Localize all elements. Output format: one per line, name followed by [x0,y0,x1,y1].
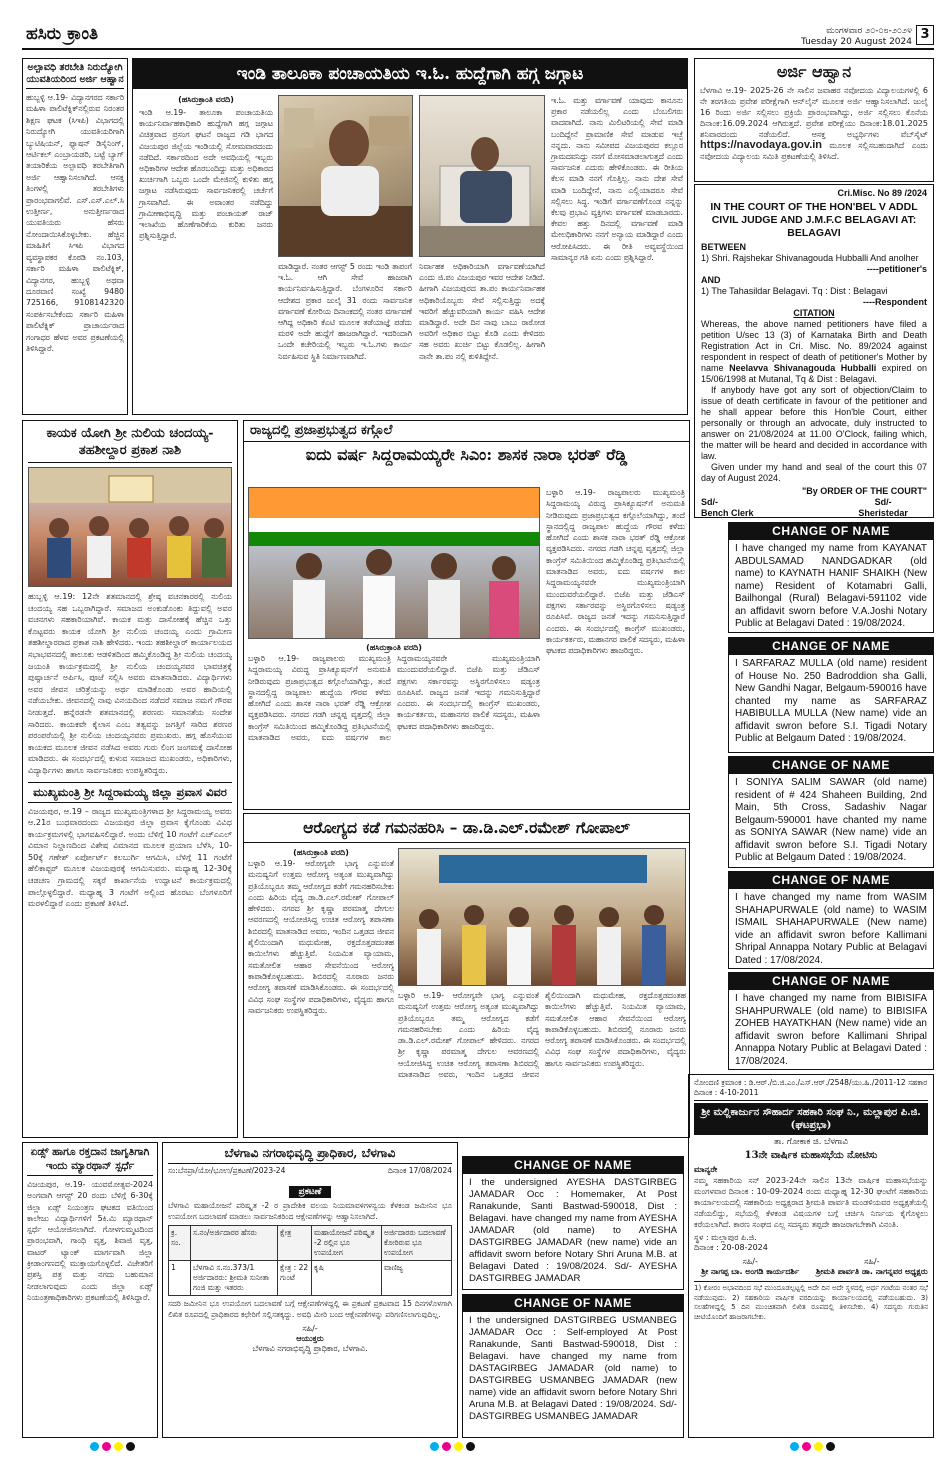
buda-sub: ಪ್ರಕಟಣೆ [289,1186,332,1198]
issue-date [801,26,912,48]
buda-date: ದಿನಾಂಕ 17/08/2024 [388,1166,452,1175]
society-agm-notice [688,1074,934,1438]
cyan-dot [430,1442,439,1451]
con-text: I have changed my name from KAYANAT ABDULSAMAD NANDGADKAR (old name) to KAYNATH HANIF SHAIKH (New name) Resident of Kotamabri Galli, Bailhongal (Rural) Belagavi-591102 vide an affidavit sworn before V.A.Joshi Notary Public at Belagavi Dated : 19/08/2024. [735,543,927,629]
buda-ref: ಸಂ:ಬೆನಪ್ರಾ/ಯೋ/ಭೂಉ/ಪ್ರಕಟಣೆ/2023-24 [168,1166,286,1175]
story-marathon [22,1142,158,1438]
con-text: I have changed my name from WASIM SHAHAPURWALE (old name) to WASIM ISMAIL SHAHAPURWALE (New name) vide an affidavit swron before Kallimani Shripal Annappa Notary Public at Belagavi Dated : 17/08/2024. [735,892,927,966]
court-respondent: 1) The Tahasildar Belagavi. Tq : Dist : Belagavi [701,286,888,296]
court-petitioner: 1) Shri. Rajshekar Shivanagouda Hubballi And anolher [701,253,919,263]
story-body: ಬಳ್ಳಾರಿ ಆ.19- ರಾಜ್ಯಪಾಲರು ಮುಖ್ಯಮಂತ್ರಿ ಸಿದ್ದರಾಮಯ್ಯ ವಿರುದ್ಧ ಪ್ರಾಸಿಕ್ಯೂಷನ್‌ಗೆ ಅನುಮತಿ ನೀಡಿರುವುದು ಪ್ರಜಾಪ್ರಭುತ್ವದ ಕಗ್ಗೊಲೆಯಾಗಿದ್ದು, ತಂದೆ ಸ್ಥಾನದಲ್ಲಿದ್ದ ರಾಜ್ಯಪಾಲ ಹುದ್ದೆಯ ಗೌರವ ಕಳೆದು ಹೋಗಿದೆ ಎಂದು ಶಾಸಕ ನಾರಾ ಭರತ್ ರೆಡ್ಡಿ ಆಕ್ರೋಶ ವ್ಯಕ್ತಪಡಿಸಿದರು. ನಗರದ ಗಡಗಿ ಚನ್ನಪ್ಪ ವೃತ್ತದಲ್ಲಿ ಜಿಲ್ಲಾ ಕಾಂಗ್ರೆಸ್ ಸಮಿತಿಯಿಂದ ಹಮ್ಮಿಕೊಂಡಿದ್ದ ಪ್ರತಿಭಟನೆಯಲ್ಲಿ ಮಾತನಾಡಿದ ಅವರು, ಐದು ವರ್ಷಗಳ ಕಾಲ ಸಿದ್ದರಾಮಯ್ಯನವರೇ ಮುಖ್ಯಮಂತ್ರಿಯಾಗಿ ಮುಂದುವರೆಯಲಿದ್ದಾರೆ. ಬಿಜೆಪಿ ಮತ್ತು ಜೆಡಿಎಸ್ ಪಕ್ಷಗಳು ಸರ್ಕಾರವನ್ನು ಅಸ್ಥಿರಗೊಳಿಸಲು ಷಡ್ಯಂತ್ರ ರೂಪಿಸಿವೆ. ರಾಜ್ಯದ ಜನತೆ ಇದನ್ನು ಗಮನಿಸುತ್ತಿದ್ದಾರೆ ಎಂದರು. ಈ ಸಂದರ್ಭದಲ್ಲಿ ಕಾಂಗ್ರೆಸ್ ಮುಖಂಡರು, ಕಾರ್ಯಕರ್ತರು, ಮಹಾನಗರ ಪಾಲಿಕೆ ಸದಸ್ಯರು, ಮಹಿಳಾ ಘಟಕದ ಪದಾಧಿಕಾರಿಗಳು ಹಾಜರಿದ್ದರು. [248,654,540,743]
court-bench-clerk: Bench Clerk [701,508,754,518]
table-cell: 1 [169,1261,191,1296]
story-indi-eo [132,58,688,415]
story-credit: (ಹಸಿರುಕ್ರಾಂತಿ ವರದಿ) [366,643,422,652]
court-body-4: Given under my hand and seal of the court this 07 day of August 2024. [701,462,927,483]
story-body: ಹುಬ್ಬಳ್ಳಿ ಆ.19- ವಿದ್ಯಾನಗರದ ಸರ್ಕಾರಿ ಮಹಿಳಾ ಪಾಲಿಟೆಕ್ನಿಕ್‌ನಲ್ಲಿರುವ ನಿರಂತರ ಶಿಕ್ಷಣ ಘಟಕ (ಸಿಇಪಿ) ವಿಭಾಗದಲ್ಲಿ ನಿರುದ್ಯೋಗಿ ಯುವತಿಯರಿಗಾಗಿ ಬ್ಯುಟಿಷಿಯನ್, ಫ್ಯಾಷನ್ ಡಿಸೈನಿಂಗ್, ಆರ್ಟಿಕಲ್ ಎಂಬ್ರಾಯಡರಿ, ಬಟ್ಟೆ ಬ್ಯಾಗ್ ತಯಾರಿಕೆಯ ಅಲ್ಪಾವಧಿ ತರಬೇತಿಗಾಗಿ ಅರ್ಜಿ ಆಹ್ವಾನಿಸಲಾಗಿದೆ. ಆಸಕ್ತ ತಿಂಗಳಲ್ಲಿ ತರಬೇತಿಗಳು ಪ್ರಾರಂಭವಾಗಲಿವೆ. ಎಸ್.ಎಸ್.ಎಲ್.ಸಿ ಉತ್ತೀರ್ಣ, ಅನುತ್ತೀರ್ಣರಾದ ಯುವತಿಯರು ಹೆಸರು ನೋಂದಾಯಿಸಿಕೊಳ್ಳಬೇಕು. ಹೆಚ್ಚಿನ ಮಾಹಿತಿಗೆ ಸಿಇಪಿ ವಿಭಾಗದ ವ್ಯವಸ್ಥಾಪಕರ ಕೊಠಡಿ ನಂ.103, ಸರ್ಕಾರಿ ಮಹಿಳಾ ಪಾಲಿಟೆಕ್ನಿಕ್, ವಿದ್ಯಾನಗರ, ಹುಬ್ಬಳ್ಳಿ ಅಥವಾ ದೂರವಾಣಿ ಸಂಖ್ಯೆ 9480 725166, 9108142320 ಸಂಪರ್ಕಿಸಬೇಕೆಂದು ಸರ್ಕಾರಿ ಮಹಿಳಾ ಪಾಲಿಟೆಕ್ನಿಕ್ ಪ್ರಾಚಾರ್ಯರಾದ ಗಂಗಾಧರ ಹೆಳವ ಅವರ ಪ್ರಕಟಣೆಯಲ್ಲಿ ತಿಳಿಸಿದ್ದಾರೆ. [26,93,124,353]
court-sd-3: Sd/- [874,497,892,507]
magenta-dot [102,1442,111,1451]
story-col-2: ಮಾಡಿದ್ದಾರೆ. ನಂತರ ಆಗಸ್ಟ್ 5 ರಂದು ಇಂಡಿ ತಾಪಂಗೆ ಇ.ಓ. ಆಗಿ ಸೇವೆ ಹಾಜರಾಗಿ ಕಾರ್ಯನಿರ್ವಹಿಸುತ್ತಿದ್ದಾರೆ. ಬೆಂಗಳೂರಿನ ಸರ್ಕಾರಿ ಆದೇಶದ ಪ್ರಕಾರ ಜುಲೈ 31 ರಂದು ಸಾರ್ವಜನಿಕ ವರ್ಗಾವಣೆ ಕೋರಿಯ ದಿನಾಂಕದಲ್ಲಿ ನಂತರ ವರ್ಗಾವಣೆ ಆಗಿದ್ದ ಅಧಿಕಾರಿ ಕೆಎಟಿ ಮೂಲಕ ತಡೆಯಾಜ್ಞೆ ಪಡೆದು ಮರಳಿ ಅದೇ ಹುದ್ದೆಗೆ ಹಾಜರಾಗಿದ್ದಾರೆ. ಇದರಿಂದಾಗಿ ಒಂದೇ ಕಚೇರಿಯಲ್ಲಿ ಇಬ್ಬರು ಇ.ಓ.ಗಳು ಕಾರ್ಯ ನಿರ್ವಹಿಸುವ ಸ್ಥಿತಿ ನಿರ್ಮಾಣವಾಗಿದೆ. [278,262,412,361]
photo-officer-desk [278,95,413,257]
con-text: I SARFARAZ MULLA (old name) resident of House No. 250 Badroddion sha Galli, New Gandhi Nagar, Belgaum-590016 have chanted my name as SARFARAZ HABIBULLA MULLA (New name) vide an affidavit swron before S.I. Tigadi Notary Public at Belgaum Dated : 19/08/2024. [735,658,927,744]
change-of-name-ad-3 [728,756,934,868]
change-of-name-ad-6 [462,1156,684,1290]
table-header: ಮಹಾಯೋಜನೆ ಪರಿಷ್ಕೃತ -2 ರಲ್ಲಿನ ಭೂ ಉಪಯೋಗ [312,1226,382,1261]
story-title: ಏಡ್ಸ್ ಹಾಗೂ ರಕ್ತದಾನ ಜಾಗೃತಿಗಾಗಿ ಇಂದು ಮ್ಯಾರಥಾನ್ ಸ್ಪರ್ಧೆ [27,1146,153,1176]
story-headline: ಐದು ವರ್ಷ ಸಿದ್ದರಾಮಯ್ಯರೇ ಸಿಎಂ: ಶಾಸಕ ನಾರಾ ಭರತ್ ರೆಡ್ಡಿ [305,445,628,464]
court-petitioner-role: ----petitioner's [866,264,927,274]
cyan-dot [90,1442,99,1451]
society-date: ದಿನಾಂಕ : 20-08-2024 [694,1243,768,1252]
court-deceased-name: Neelavva Shivanagouda Hubballi [729,363,877,373]
photo-officer-art [279,96,413,257]
society-reg: ನೋಂದಣಿ ಕ್ರಮಾಂಕ : ಡಿ.ಆರ್./ಬಿ.ಜಿ.ಎಂ./ಎಸ್.ಆರ್./2548/ಯು.ಹಿ./2011-12 ಸಹಕಾರ ದಿನಾಂಕ : 4-10-2011 [694,1078,928,1101]
story-body: ಹುಬ್ಬಳ್ಳಿ ಆ.19: 12ನೇ ಶತಮಾನದಲ್ಲಿ ಶ್ರೇಷ್ಠ ವಚನಕಾರರಲ್ಲಿ ನುಲಿಯ ಚಂದಯ್ಯ ಸಹ ಒಬ್ಬರಾಗಿದ್ದಾರೆ. ಸಮಾಜದ ಅಂಕುಡೊಂಕು ತಿದ್ದುವಲ್ಲಿ ಅವರ ವಚನಗಳು ಸಹಕಾರಿಯಾಗಿವೆ. ಕಾಯಕ ಮತ್ತು ದಾಸೋಹಕ್ಕೆ ಹೆಚ್ಚಿನ ಒತ್ತು ಕೊಟ್ಟವರು ಕಾಯಕ ಯೋಗಿ ಶ್ರೀ ನುಲಿಯ ಚಂದಯ್ಯ ಎಂದು ಗ್ರಾಮೀಣ ತಹಶೀಲ್ದಾರರಾದ ಪ್ರಕಾಶ ನಾಶಿ ಹೇಳಿದರು. ಇಂದು ತಹಶೀಲ್ದಾರ್ ಕಾರ್ಯಾಲಯದ ಸಭಾಭವನದಲ್ಲಿ ತಾಲೂಕು ಆಡಳಿತದಿಂದ ಹಮ್ಮಿಕೊಂಡಿದ್ದ ಶ್ರೀ ನುಲಿಯ ಚಂದಯ್ಯ ಜಯಂತಿ ಕಾರ್ಯಕ್ರಮದಲ್ಲಿ ಶ್ರೀ ನುಲಿಯ ಚಂದಯ್ಯನವರ ಭಾವಚಿತ್ರಕ್ಕೆ ಪುಷ್ಪಾರ್ಚನೆ ಅರ್ಪಿಸಿ, ಪೂಜೆ ಸಲ್ಲಿಸಿ ಅವರು ಮಾತನಾಡಿದರು. ವಿದ್ಯಾರ್ಥಿಗಳು ಅವರ ಜೀವನ ಚರಿತ್ರೆಯನ್ನು ಅರ್ಥ ಮಾಡಿಕೊಂಡು ಅವರ ಹಾದಿಯಲ್ಲಿ ನಡೆಯಬೇಕು. ಜೀವನದಲ್ಲಿ ನಾವು ವಿನಯದಿಂದ ನಡೆದರೆ ಸಮಾಜ ನಮಗೆ ಗೌರವ ನೀಡುತ್ತದೆ. ಹನ್ನೆರಡನೇ ಶತಮಾನದಲ್ಲಿ ಶರಣರು ಸಮಾನತೆಯ ಸಂದೇಶ ಸಾರಿದರು. ಕಾಯಕವೇ ಕೈಲಾಸ ಎಂಬ ತತ್ವವನ್ನು ಜಗತ್ತಿಗೆ ಸಾರಿದ ಶರಣರ ಪರಂಪರೆಯಲ್ಲಿ ಶ್ರೀ ನುಲಿಯ ಚಂದಯ್ಯನವರು ಪ್ರಮುಖರು. ಹಗ್ಗ ಹೊಸೆಯುವ ಕಾಯಕದ ಮೂಲಕ ಜೀವನ ನಡೆಸಿದ ಅವರು ಗುರು ಲಿಂಗ ಜಂಗಮಕ್ಕೆ ದಾಸೋಹ ಮಾಡಿದರು. ಈ ಸಂದರ್ಭದಲ್ಲಿ ಕುಳುವ ಸಮಾಜದ ಮುಖಂಡರು, ಅಧಿಕಾರಿಗಳು, ವಿದ್ಯಾರ್ಥಿಗಳು ಹಾಗೂ ಸಾರ್ವಜನಿಕರು ಉಪಸ್ಥಿತರಿದ್ದರು. [28,591,232,775]
notice-website: https://navodaya.gov.in [700,139,823,151]
registration-marks-center [430,1442,475,1452]
registration-marks-left [90,1442,135,1452]
society-sd-2: ಸಹಿ/- [864,1257,880,1266]
con-heading: CHANGE OF NAME [729,523,933,540]
con-heading: CHANGE OF NAME [463,1157,683,1174]
buda-table [168,1225,452,1296]
cyan-dot [790,1442,799,1451]
con-text: I the undersigned DASTGIRBEG USMANBEG JAMADAR Occ : Self-employed At Post Ranakunde, Santi Bastwad-590018, Dist : Belagavi. have changed my name from DASTAGIRBEG JAMADAR (old name) to DASTGIRBEG USMANBEG JAMADAR (new name) vide an affidavit sworn before Notary Shri Aruna M.B. at Belagavi Dated : 19/08/2024. Sd/- DASTGIRBEG USMANBEG JAMADAR [469,1315,677,1422]
yellow-dot [114,1442,123,1451]
court-misc-no: Cri.Misc. No 89 /2024 [837,188,927,198]
magenta-dot [802,1442,811,1451]
buda-footer-text: ಸದರಿ ಜಮೀನಿನ ಭೂ ಉಪಯೋಗ ಬದಲಾವಣೆ ಬಗ್ಗೆ ಆಕ್ಷೇಪಣೆಗಳಿದ್ದಲ್ಲಿ ಈ ಪ್ರಕಟಣೆ ಪ್ರಕಟವಾದ 15 ದಿನಗಳೊಳಗಾಗಿ ಲಿಖಿತ ರೂಪದಲ್ಲಿ ಪ್ರಾಧಿಕಾರದ ಕಛೇರಿಗೆ ಸಲ್ಲಿಸತಕ್ಕದ್ದು. ಅವಧಿ ಮೀರಿ ಬಂದ ಆಕ್ಷೇಪಣೆಗಳನ್ನು ಪರಿಗಣಿಸಲಾಗುವುದಿಲ್ಲ. [168,1299,452,1319]
buda-sd: ಸಹಿ/- [302,1324,318,1333]
notice-title: ಅರ್ಜಿ ಆಹ್ವಾನ [776,62,852,81]
buda-signatory: ಆಯುಕ್ತರು [296,1334,324,1343]
story-short-term-training [22,58,128,415]
story-col-3: ನಿರ್ವಾಹಕ ಅಧಿಕಾರಿಯಾಗಿ ವರ್ಗಾವಣೆಯಾಗಿದೆ ಎಂದು ಜಿ.ಪಂ ವಿಜಯಪುರ ಇವರ ಆದೇಶ ನೀಡಿದೆ. ಹೀಗಾಗಿ ವಿಜಯಪುರದ ತಾ.ಪಂ ಕಾರ್ಯನಿರ್ವಾಹಕ ಅಧಿಕಾರಿಯೊಬ್ಬರು ಸೇವೆ ಸಲ್ಲಿಸುತ್ತಿದ್ದು ಅದಕ್ಕೆ ಇವರಿಗೆ ಹೆಚ್ಚುವರಿಯಾಗಿ ಕಾರ್ಯ ವಹಿಸಿ ಆದೇಶ ಮಾಡಿದ್ದಾರೆ. ಅದೇ ದಿನ ನಾವು ಬಾಬು ರಾಠೋಡ ಅವರಿಗೆ ಅಧಿಕಾರ ಬಿಟ್ಟು ಕೊಡಿ ಎಂದು ಕೇಳಿದರು ಸಹ ಅವರು ಖುರ್ಚಿ ಬಿಟ್ಟು ಕೊಡಲಿಲ್ಲ. ಹೀಗಾಗಿ ನಾನೇ ತಾ.ಪಂ ನಲ್ಲಿ ಕುಳಿತಿದ್ದೇನೆ. [419,262,545,361]
court-sd-1: Sd/- [701,497,718,507]
court-body-3: If anybody have got any sort of objection/Claim to issue of death certificate in favour of the petitioner and he shall appear before this Hon'ble Court, either personally or through an advocate, duly instructed to answer on 21/08/2024 at 11.00 O'Clock, failing which, the matter will be heard and decided in accordance with law. [701,385,927,461]
story-credit: (ಹಸಿರುಕ್ರಾಂತಿ ವರದಿ) [293,848,349,857]
change-of-name-ad-5 [728,972,934,1070]
change-of-name-ad-2 [728,637,934,753]
society-address: ತಾ. ಗೋಕಾಕ ಜಿ. ಬೆಳಗಾವಿ [773,1137,849,1147]
story-body: ವಿಜಯಪುರ, ಆ.19- ಯುವಮೋತ್ಸವ-2024 ಅಂಗವಾಗಿ ಆಗಸ್ಟ್ 20 ರಂದು ಬೆಳಿಗ್ಗೆ 6-30ಕ್ಕೆ ಜಿಲ್ಲಾ ಏಡ್ಸ್ ನಿಯಂತ್ರಣ ಘಟಕದ ವತಿಯಿಂದ ಕಾಲೇಜು ವಿದ್ಯಾರ್ಥಿಗಳಿಗೆ 5ಕಿ.ಮಿ ಮ್ಯಾರಥಾನ್ ಸ್ಪರ್ಧೆ ಆಯೋಜಿಸಲಾಗಿದೆ. ಗೋಳಗುಮ್ಮಟದಿಂದ ಪ್ರಾರಂಭವಾಗಿ, ಗಾಂಧಿ ವೃತ್ತ, ಶಿವಾಜಿ ವೃತ್ತ, ವಾಟರ್ ಟ್ಯಾಂಕ್ ಮಾರ್ಗವಾಗಿ ಜಿಲ್ಲಾ ಕ್ರೀಡಾಂಗಣದಲ್ಲಿ ಮುಕ್ತಾಯಗೊಳ್ಳಲಿದೆ. ವಿಜೇತರಿಗೆ ಪ್ರಶಸ್ತಿ ಪತ್ರ ಮತ್ತು ನಗದು ಬಹುಮಾನ ನೀಡಲಾಗುವುದು ಎಂದು ಜಿಲ್ಲಾ ಏಡ್ಸ್ ನಿಯಂತ್ರಣಾಧಿಕಾರಿಗಳು ಪ್ರಕಟಣೆಯಲ್ಲಿ ತಿಳಿಸಿದ್ದಾರೆ. [27,1180,153,1302]
table-header: ಸ.ನಂ/ಅರ್ಜಿದಾರರ ಹೆಸರು [191,1226,278,1261]
black-dot [826,1442,835,1451]
photo-protest [248,487,540,639]
registration-marks-right [790,1442,835,1452]
story-body-continued: ಬಳ್ಳಾರಿ ಆ.19- ರಾಜ್ಯಪಾಲರು ಮುಖ್ಯಮಂತ್ರಿ ಸಿದ್ದರಾಮಯ್ಯ ವಿರುದ್ಧ ಪ್ರಾಸಿಕ್ಯೂಷನ್‌ಗೆ ಅನುಮತಿ ನೀಡಿರುವುದು ಪ್ರಜಾಪ್ರಭುತ್ವದ ಕಗ್ಗೊಲೆಯಾಗಿದ್ದು, ತಂದೆ ಸ್ಥಾನದಲ್ಲಿದ್ದ ರಾಜ್ಯಪಾಲ ಹುದ್ದೆಯ ಗೌರವ ಕಳೆದು ಹೋಗಿದೆ ಎಂದು ಶಾಸಕ ನಾರಾ ಭರತ್ ರೆಡ್ಡಿ ಆಕ್ರೋಶ ವ್ಯಕ್ತಪಡಿಸಿದರು. ನಗರದ ಗಡಗಿ ಚನ್ನಪ್ಪ ವೃತ್ತದಲ್ಲಿ ಜಿಲ್ಲಾ ಕಾಂಗ್ರೆಸ್ ಸಮಿತಿಯಿಂದ ಹಮ್ಮಿಕೊಂಡಿದ್ದ ಪ್ರತಿಭಟನೆಯಲ್ಲಿ ಮಾತನಾಡಿದ ಅವರು, ಐದು ವರ್ಷಗಳ ಕಾಲ ಸಿದ್ದರಾಮಯ್ಯನವರೇ ಮುಖ್ಯಮಂತ್ರಿಯಾಗಿ ಮುಂದುವರೆಯಲಿದ್ದಾರೆ. ಬಿಜೆಪಿ ಮತ್ತು ಜೆಡಿಎಸ್ ಪಕ್ಷಗಳು ಸರ್ಕಾರವನ್ನು ಅಸ್ಥಿರಗೊಳಿಸಲು ಷಡ್ಯಂತ್ರ ರೂಪಿಸಿವೆ. ರಾಜ್ಯದ ಜನತೆ ಇದನ್ನು ಗಮನಿಸುತ್ತಿದ್ದಾರೆ ಎಂದರು. ಈ ಸಂದರ್ಭದಲ್ಲಿ ಕಾಂಗ್ರೆಸ್ ಮುಖಂಡರು, ಕಾರ್ಯಕರ್ತರು, ಮಹಾನಗರ ಪಾಲಿಕೆ ಸದಸ್ಯರು, ಮಹಿಳಾ ಘಟಕದ ಪದಾಧಿಕಾರಿಗಳು ಹಾಜರಿದ್ದರು. [546,488,685,656]
issue-date-kn: ಮಂಗಳವಾರ ೨೦-೦೮-೨೦೨೪ [826,26,912,36]
table-cell: ವಾಣಿಜ್ಯ [382,1261,452,1296]
photo-protest-art [249,488,540,639]
main-headline: ಇಂಡಿ ತಾಲೂಕಾ ಪಂಚಾಯತಿಯ ಇ.ಓ. ಹುದ್ದೆಗಾಗಿ ಹಗ್ಗ ಜಗ್ಗಾಟ [133,59,687,89]
story-title: ಅಲ್ಪಾವಧಿ ತರಬೇತಿ ನಿರುದ್ಯೋಗಿ ಯುವತಿಯರಿಂದ ಅರ್ಜಿ ಆಹ್ವಾನ [26,62,124,89]
change-of-name-ad-1 [728,522,934,633]
paper-name: ಹಸಿರು ಕ್ರಾಂತಿ [26,24,99,44]
court-respondent-role: ----Respondent [863,297,927,307]
con-heading: CHANGE OF NAME [729,638,933,655]
con-text: I have changed my name from BIBISIFA SHAHPURWALE (old name) to BIBISIFA ZOHEB HAYATKHAN (New name) vide an affidavit swron before Kallimani Shripal Annappa Notary Public at Belagavi Dated : 17/08/2024. [735,993,927,1067]
photo-health-camp [398,848,686,986]
society-president: ಶ್ರೀಮತಿ ಪಾರ್ವತಿ ಡಾ. ನಾಗನ್ನವರ ಅಧ್ಯಕ್ಷರು [816,1267,928,1276]
table-header: ಅರ್ಜಿದಾರರು ಬದಲಾವಣೆ ಕೋರಿರುವ ಭೂ ಉಪಯೋಗ [382,1226,452,1261]
photo-event-art [29,468,232,587]
buda-signatory-office: ಬೆಳಗಾವಿ ನಗರಾಭಿವೃದ್ಧಿ ಪ್ರಾಧಿಕಾರ, ಬೆಳಗಾವಿ. [252,1344,368,1353]
table-cell: ಬೆಳಗಾವಿ ಸ.ನಂ.373/1 ಅರ್ಜಿದಾರರು: ಶ್ರೀಮತಿ ಸುನೀತಾ ಗಂಜಿ ಮತ್ತು ಇತರರು [191,1261,278,1296]
photo-chair-art [420,96,545,257]
society-name: ಶ್ರೀ ಮಲ್ಲಿಕಾರ್ಜುನ ಸೌಹಾರ್ದ ಸಹಕಾರಿ ಸಂಘ ನಿ., ಮಲ್ಲಾಪುರ ಪಿ.ಜಿ. (ಘಟಪ್ರಭಾ) [694,1103,928,1135]
society-subject: 13ನೇ ವಾರ್ಷಿಕ ಮಹಾಸಭೆಯ ನೋಟಿಸು [744,1150,878,1161]
story-body-continued: ಬಳ್ಳಾರಿ ಆ.19- ಆರೋಗ್ಯವೇ ಭಾಗ್ಯ ಎನ್ನುವಂತೆ ಮನುಷ್ಯನಿಗೆ ಉತ್ತಮ ಆರೋಗ್ಯ ಅತ್ಯಂತ ಮುಖ್ಯವಾಗಿದ್ದು ಪ್ರತಿಯೊಬ್ಬರೂ ತಮ್ಮ ಆರೋಗ್ಯದ ಕಡೆಗೆ ಗಮನಹರಿಸಬೇಕು ಎಂದು ಹಿರಿಯ ವೈದ್ಯ ಡಾ.ಡಿ.ಎಲ್.ರಮೇಶ್ ಗೋಪಾಲ್ ಹೇಳಿದರು. ನಗರದ ಶ್ರೀ ಕೃಷ್ಣಾ ಪರಮಾತ್ಮ ದೇಗುಲ ಆವರಣದಲ್ಲಿ ಆಯೋಜಿಸಿದ್ದ ಉಚಿತ ಆರೋಗ್ಯ ತಪಾಸಣಾ ಶಿಬಿರದಲ್ಲಿ ಮಾತನಾಡಿದ ಅವರು, ಇಂದಿನ ಒತ್ತಡದ ಜೀವನ ಶೈಲಿಯಿಂದಾಗಿ ಮಧುಮೇಹ, ರಕ್ತದೊತ್ತಡದಂತಹ ಕಾಯಿಲೆಗಳು ಹೆಚ್ಚುತ್ತಿವೆ. ನಿಯಮಿತ ವ್ಯಾಯಾಮ, ಸಮತೋಲಿತ ಆಹಾರ ಸೇವನೆಯಿಂದ ಆರೋಗ್ಯ ಕಾಪಾಡಿಕೊಳ್ಳಬಹುದು. ಶಿಬಿರದಲ್ಲಿ ನೂರಾರು ಜನರು ಆರೋಗ್ಯ ತಪಾಸಣೆ ಮಾಡಿಸಿಕೊಂಡರು. ಈ ಸಂದರ್ಭದಲ್ಲಿ ವಿವಿಧ ಸಂಘ ಸಂಸ್ಥೆಗಳ ಪದಾಧಿಕಾರಿಗಳು, ವೈದ್ಯರು ಹಾಗೂ ಸಾರ್ವಜನಿಕರು ಉಪಸ್ಥಿತರಿದ್ದರು. [398,991,686,1080]
story-headline: ಆರೋಗ್ಯದ ಕಡೆ ಗಮನಹರಿಸಿ – ಡಾ.ಡಿ.ಎಲ್.ರಮೇಶ್ ಗೋಪಾಲ್ [244,814,689,843]
story-kicker: ರಾಜ್ಯದಲ್ಲಿ ಪ್ರಜಾಪ್ರಭುತ್ವದ ಕಗ್ಗೊಲೆ [244,421,689,442]
court-citation [694,184,934,518]
yellow-dot [454,1442,463,1451]
story-credit: (ಹಸಿರುಕ್ರಾಂತಿ ವರದಿ) [178,95,234,104]
story-title: ಕಾಯಕ ಯೋಗಿ ಶ್ರೀ ನುಲಿಯ ಚಂದಯ್ಯ-ತಹಶೀಲ್ದಾರ ಪ್ರಕಾಶ ನಾಶಿ [28,425,232,463]
notice-application [694,58,934,182]
story-bharat-reddy [243,420,690,810]
court-between: BETWEEN [701,242,746,252]
masthead [22,24,934,50]
con-heading: CHANGE OF NAME [463,1295,683,1312]
con-text: I SONIYA SALIM SAWAR (old name) resident of # 424 Shaheen Building, 2nd Main, 5th Cross, Sadashiv Nagar Belgaum-590001 have chanted my name as SONIYA SAWAR (New name) vide an affidavit swron before S.I. Tigadi Notary Public at Belgaum Dated : 19/08/2024. [735,777,927,863]
court-body-1: Whereas, the above named petitioners have filed a petition U/sec 13 (3) of Karnataka Birth and Death Registration Act in Cri. Misc. No. 89/2024 against respondent in respect of death of petitioner's Mother by name [701,319,927,373]
page-number: 3 [916,25,934,45]
yellow-dot [814,1442,823,1451]
table-header-row [169,1226,452,1261]
society-notes: 1) ಕೋರಂ ಅಭಾವದಿಂದ ಸಭೆ ಮುಂದೂಡಲ್ಪಟ್ಟಲ್ಲಿ ಅದೇ ದಿನ ಅದೇ ಸ್ಥಳದಲ್ಲಿ ಅರ್ಧ ಗಂಟೆಯ ನಂತರ ಸಭೆ ನಡೆಯುವುದು. 2) ಸಹಕಾರಿಯ ವಾರ್ಷಿಕ ವರದಿಯನ್ನು ಕಾರ್ಯಾಲಯದಲ್ಲಿ ಪಡೆಯಬಹುದು. 3) ಸಲಹೆಗಳಿದ್ದಲ್ಲಿ 5 ದಿನ ಮುಂಚಿತವಾಗಿ ಲಿಖಿತ ರೂಪದಲ್ಲಿ ತಿಳಿಸಬೇಕು. 4) ಸದಸ್ಯರು ಗುರುತಿನ ಚೀಟಿಯೊಂದಿಗೆ ಹಾಜರಾಗಬೇಕು. [694,1281,928,1322]
court-citation-label: CITATION [793,308,835,318]
change-of-name-ad-4 [728,871,934,969]
photo-officer-chair [419,95,545,257]
photo-jayanti-event [28,467,232,587]
story-nuliya-chandayya [22,420,238,1138]
court-sheristedar: Sheristedar [858,508,908,518]
society-greeting: ಮಾನ್ಯರೇ [694,1164,718,1174]
story-col-4: ಇ.ಓ. ಮತ್ತು ವರ್ಗಾವಣೆ ಯಾವುದು ಕಾನೂನು ಪ್ರಕಾರ ನಡೆಯಲಿಲ್ಲ ಎಂದು ಬೆಂಬಲಿಗರು ವಾದವಾಗಿದೆ. ನಾನು ಮಿಲಿಟರಿಯಲ್ಲಿ ಸೇವೆ ಮಾಡಿ ಬಂದಿದ್ದೇನೆ ಪ್ರಾಮಾಣಿಕ ಸೇವೆ ಮಾಡುವ ಇಚ್ಛೆ ನನ್ನದು. ನಾನು ಸಮೀಪದ ವಿಜಯಪುರದ ಕಲ್ಲೂರ ಗ್ರಾಮದವನಿದ್ದು ನನಗೆ ಮೋಸಮಾಡಲಾಗುತ್ತದೆ ಎಂದು ಸಾರ್ವಜನಿಕ ಎದುರು ಹೇಳಿಕೊಂಡರು. ಈ ರೀತಿಯ ಕೆಲಸ ಮಾಡಿ ನನಗೆ ಗೊತ್ತಿಲ್ಲ. ನಾನು ದೇಶ ಸೇವೆ ಮಾಡಿ ಬಂದಿದ್ದೇನೆ, ನಾನು ಎಲ್ಲಿಯಾದರೂ ಸೇವೆ ಸಲ್ಲಿಸಲು ಸಿದ್ಧ. ಇಂಡಿಗೆ ವರ್ಗಾವಣೆಗೊಂಡ ನನ್ನನ್ನು ಕೆಲವು ಪ್ರಭಾವಿ ವ್ಯಕ್ತಿಗಳು ವರ್ಗಾವಣೆ ಮಾಡಬಾರದು. ಕೇವಲ ಹತ್ತು ದಿನದಲ್ಲಿ ವರ್ಗಾವಣೆ ಮಾಡಿ ಮೇಲಧಿಕಾರಿಗಳು ನನಗೆ ಅನ್ಯಾಯ ಮಾಡಿದ್ದಾರೆ ಎಂದು ಆರೋಪಿಸಿದರು. ಈ ರೀತಿ ಅವ್ಯವಸ್ಥೆಯಿಂದ ಸಾಮಾನ್ಯರ ಗತಿ ಏನು ಎಂದು ಪ್ರಶ್ನಿಸಿದ್ದಾರೆ. [551,96,683,262]
table-row [169,1261,452,1296]
story-col-1: ಇಂಡಿ ಆ.19- ತಾಲೂಕಾ ಪಂಚಾಯತಿಯ ಕಾರ್ಯನಿರ್ವಾಹಕಾಧಿಕಾರಿ ಹುದ್ದೆಗಾಗಿ ಹಗ್ಗ ಜಗ್ಗಾಟ ವಿಚಿತ್ರವಾದ ಪ್ರಸಂಗ ಘಟನೆ ರಾಜ್ಯದ ಗಡಿ ಭಾಗದ ವಿಜಯಪುರ ಜಿಲ್ಲೆಯ ಇಂಡಿಯಲ್ಲಿ ಸೋಮವಾರದಂದು ನಡೆದಿದೆ. ಸರ್ಕಾರದಿಂದ ಅದೇ ಅವಧಿಯಲ್ಲಿ ಇಬ್ಬರು ಅಧಿಕಾರಿಗಳ ಆದೇಶ ಹೊರಬಂದಿದ್ದು ಮತ್ತು ಅಧಿಕಾರದ ಖುರ್ಚಿಗಾಗಿ ಒಬ್ಬರು ಒಂದೇ ಮೇಜಿನಲ್ಲಿ ಕುಳಿತು ಹಗ್ಗ ಜಗ್ಗಾಟ ನಡೆಸಿರುವುದು ಸಾರ್ವಜನಿಕರಲ್ಲಿ ಚರ್ಚೆಗೆ ಗ್ರಾಸವಾಗಿದೆ. ಈ ಅವಾಂತರ ನಡೆದಿದ್ದು ಗ್ರಾಮೀಣಾಭಿವೃದ್ಧಿ ಮತ್ತು ಪಂಚಾಯತ್ ರಾಜ್ ಇಲಾಖೆಯ ಹೊಣೆಗಾರಿಕೆಯ ಕುರಿತು ಜನರು ಪ್ರಶ್ನಿಸುತ್ತಿದ್ದಾರೆ. [139,108,273,241]
court-order: "By ORDER OF THE COURT" [801,486,927,496]
buda-notice [162,1142,458,1438]
buda-intro: ಬೆಳಗಾವಿ ಮಹಾಯೋಜನೆ ಪರಿಷ್ಕೃತ -2 ರ ಪ್ರಾದೇಶಿಕ ವಲಯ ನಿಯಮಾವಳಿಗಳನ್ವಯ ಕೆಳಕಂಡ ಜಮೀನಿನ ಭೂ ಉಪಯೋಗ ಬದಲಾವಣೆ ಮಾಡಲು ಸಾರ್ವಜನಿಕರಿಂದ ಆಕ್ಷೇಪಣೆಗಳನ್ನು ಆಹ್ವಾನಿಸಲಾಗಿದೆ. [168,1201,452,1221]
table-header: ಕ್ರ. ಸಂ. [169,1226,191,1261]
notice-body: ಬೆಳಗಾವಿ ಆ.19- 2025-26 ನೇ ಸಾಲಿನ ಜವಾಹರ ನವೋದಯ ವಿದ್ಯಾಲಯಗಳಲ್ಲಿ 6 ನೇ ತರಗತಿಯ ಪ್ರವೇಶ ಪರೀಕ್ಷೆಗಾಗಿ ಆನ್‌ಲೈನ್ ಮೂಲಕ ಅರ್ಜಿ ಆಹ್ವಾನಿಸಲಾಗಿದೆ. ಜುಲೈ 16 ರಿಂದು ಅರ್ಜಿ ಸಲ್ಲಿಸಲು ಪ್ರಕ್ರಿಯೆ ಪ್ರಾರಂಭವಾಗಿದ್ದು, ಅರ್ಜಿ ಸಲ್ಲಿಸಲು ಕೊನೆಯ ದಿನಾಂಕ:16.09.2024 ಆಗಿರುತ್ತದೆ. ಪ್ರವೇಶ ಪರೀಕ್ಷೆಯು ದಿನಾಂಕ:18.01.2025 ಶನಿವಾರದಂದು ನಡೆಯಲಿದೆ. ಆಸಕ್ತ ಅಭ್ಯರ್ಥಿಗಳು ವೆಬ್‌ಸೈಟ್ [700,86,928,139]
story-health-camp [243,813,690,1138]
story-body: ಬಳ್ಳಾರಿ ಆ.19- ಆರೋಗ್ಯವೇ ಭಾಗ್ಯ ಎನ್ನುವಂತೆ ಮನುಷ್ಯನಿಗೆ ಉತ್ತಮ ಆರೋಗ್ಯ ಅತ್ಯಂತ ಮುಖ್ಯವಾಗಿದ್ದು ಪ್ರತಿಯೊಬ್ಬರೂ ತಮ್ಮ ಆರೋಗ್ಯದ ಕಡೆಗೆ ಗಮನಹರಿಸಬೇಕು ಎಂದು ಹಿರಿಯ ವೈದ್ಯ ಡಾ.ಡಿ.ಎಲ್.ರಮೇಶ್ ಗೋಪಾಲ್ ಹೇಳಿದರು. ನಗರದ ಶ್ರೀ ಕೃಷ್ಣಾ ಪರಮಾತ್ಮ ದೇಗುಲ ಆವರಣದಲ್ಲಿ ಆಯೋಜಿಸಿದ್ದ ಉಚಿತ ಆರೋಗ್ಯ ತಪಾಸಣಾ ಶಿಬಿರದಲ್ಲಿ ಮಾತನಾಡಿದ ಅವರು, ಇಂದಿನ ಒತ್ತಡದ ಜೀವನ ಶೈಲಿಯಿಂದಾಗಿ ಮಧುಮೇಹ, ರಕ್ತದೊತ್ತಡದಂತಹ ಕಾಯಿಲೆಗಳು ಹೆಚ್ಚುತ್ತಿವೆ. ನಿಯಮಿತ ವ್ಯಾಯಾಮ, ಸಮತೋಲಿತ ಆಹಾರ ಸೇವನೆಯಿಂದ ಆರೋಗ್ಯ ಕಾಪಾಡಿಕೊಳ್ಳಬಹುದು. ಶಿಬಿರದಲ್ಲಿ ನೂರಾರು ಜನರು ಆರೋಗ್ಯ ತಪಾಸಣೆ ಮಾಡಿಸಿಕೊಂಡರು. ಈ ಸಂದರ್ಭದಲ್ಲಿ ವಿವಿಧ ಸಂಘ ಸಂಸ್ಥೆಗಳ ಪದಾಧಿಕಾರಿಗಳು, ವೈದ್ಯರು ಹಾಗೂ ಸಾರ್ವಜನಿಕರು ಉಪಸ್ಥಿತರಿದ್ದರು. [248,859,394,1015]
con-heading: CHANGE OF NAME [729,757,933,774]
table-header: ಕ್ಷೇತ್ರ [278,1226,312,1261]
society-sd-1: ಸಹಿ/- [742,1257,758,1266]
con-heading: CHANGE OF NAME [729,973,933,990]
cm-tour-title: ಮುಖ್ಯಮಂತ್ರಿ ಶ್ರೀ ಸಿದ್ದರಾಮಯ್ಯ ಜಿಲ್ಲಾ ಪ್ರವಾಸ ವಿವರ [28,782,232,803]
photo-health-art [399,849,686,986]
magenta-dot [442,1442,451,1451]
cm-tour-body: ವಿಜಯಪುರ, ಆ.19 – ರಾಜ್ಯದ ಮುಖ್ಯಮಂತ್ರಿಗಳಾದ ಶ್ರೀ ಸಿದ್ದರಾಮಯ್ಯ ಅವರು ಆ.21ರ ಬುಧವಾರದಂದು ವಿಜಯಪುರ ಜಿಲ್ಲಾ ಪ್ರವಾಸ ಕೈಗೊಂಡು ವಿವಿಧ ಕಾರ್ಯಕ್ರಮಗಳಲ್ಲಿ ಭಾಗವಹಿಸಲಿದ್ದಾರೆ. ಅಂದು ಬೆಳಿಗ್ಗೆ 10 ಗಂಟೆಗೆ ಎಚ್‌ಎಎಲ್ ವಿಮಾನ ನಿಲ್ದಾಣದಿಂದ ವಿಶೇಷ ವಿಮಾನದ ಮೂಲಕ ಪ್ರಯಾಣ ಬೆಳೆಸಿ, 10-50ಕ್ಕೆ ಗಣೇಶ್ ಏರ್ಪೋರ್ಟ್ ಕಲಬುರ್ಗಿ ಆಗಮಿಸಿ, ಬೆಳಿಗ್ಗೆ 11 ಗಂಟೆಗೆ ಹೆಲಿಕಾಪ್ಟರ್ ಮೂಲಕ ವಿಜಯಪುರಕ್ಕೆ ಆಗಮಿಸುವರು. ಮಧ್ಯಾಹ್ನ 12-30ಕ್ಕೆ ಚಡಚಣ ಗ್ರಾಮದಲ್ಲಿ ಸಕ್ಕರೆ ಕಾರ್ಖಾನೆಯ ಉದ್ಘಾಟನೆ ಕಾರ್ಯಕ್ರಮದಲ್ಲಿ ಪಾಲ್ಗೊಳ್ಳಲಿದ್ದಾರೆ. ಮಧ್ಯಾಹ್ನ 3 ಗಂಟೆಗೆ ಅಲ್ಲಿಂದ ಹೊರಟು ಬೆಂಗಳೂರಿಗೆ ಮರಳಲಿದ್ದಾರೆ ಎಂದು ಪ್ರಕಟಣೆ ತಿಳಿಸಿದೆ. [28,805,232,909]
con-heading: CHANGE OF NAME [729,872,933,889]
issue-date-en: Tuesday 20 August 2024 [800,37,912,47]
table-cell: ಕೃಷಿ [312,1261,382,1296]
society-secretary: ಶ್ರೀ ನಾಗಪ್ಪ ಬಾ. ಅಂಗಡಿ ಕಾರ್ಯದರ್ಶಿ [701,1267,800,1276]
society-body: ನಮ್ಮ ಸಹಕಾರಿಯ ಸನ್ 2023-24ನೇ ಸಾಲಿನ 13ನೇ ವಾರ್ಷಿಕ ಮಹಾಸಭೆಯನ್ನು ಮಂಗಳವಾರ ದಿನಾಂಕ : 10-09-2024 ರಂದು ಮಧ್ಯಾಹ್ನ 12-30 ಘಂಟೆಗೆ ಸಹಕಾರಿಯ ಕಾರ್ಯಾಲಯದಲ್ಲಿ ಸಹಕಾರಿಯ ಅಧ್ಯಕ್ಷರಾದ ಶ್ರೀಮತಿ ಪಾರ್ವತಿ ಮಂಡಳಿಯವರ ಅಧ್ಯಕ್ಷತೆಯಲ್ಲಿ ನಡೆಯಲಿದ್ದು, ಸಭೆಯಲ್ಲಿ ಕೆಳಕಂಡ ವಿಷಯಗಳ ಬಗ್ಗೆ ಚರ್ಚಿಸಿ ನಿರ್ಣಯ ಕೈಗೊಳ್ಳಲು ಕರೆಯಲಾಗಿದೆ. ಕಾರಣ ಸಂಘದ ಎಲ್ಲ ಸದಸ್ಯರು ತಪ್ಪದೇ ಹಾಜರಾಗಬೇಕಾಗಿ ವಿನಂತಿ. [694,1176,928,1229]
court-body-2: expired on 15/06/1998 at Mutanal, Tq & Dist : Belagavi. [701,363,927,384]
change-of-name-ad-7 [462,1294,684,1438]
black-dot [126,1442,135,1451]
society-place: ಸ್ಥಳ : ಮಲ್ಲಾಪುರ ಪಿ.ಜಿ. [694,1233,757,1242]
con-text: I the undersigned AYESHA DASTGIRBEG JAMADAR Occ : Homemaker, At Post Ranakunde, Santi Bastwad-590018, Dist : Belagavi. have changed my name from AYESHA JAMADAR (old name) to AYESHA DASTGIRBEG JAMADAR (new name) vide an affidavit sworn before Notary Shri Aruna M.B. at Belagavi Dated : 19/08/2024. Sd/- AYESHA DASTGIRBEG JAMADAR [469,1177,677,1284]
court-and: AND [701,275,721,285]
buda-title: ಬೆಳಗಾವಿ ನಗರಾಭಿವೃದ್ಧಿ ಪ್ರಾಧಿಕಾರ, ಬೆಳಗಾವಿ [168,1146,452,1164]
table-cell: ಕ್ಷೇತ್ರ : 22 ಗುಂಟೆ [278,1261,312,1296]
black-dot [466,1442,475,1451]
notice-tail: ಮೂಲಕ ಸಲ್ಲಿಸಬಹುದಾಗಿದೆ ಎಂದು ನವೋದಯ ವಿದ್ಯಾಲಯ ಸಮಿತಿ ಪ್ರಕಟಣೆಯಲ್ಲಿ ತಿಳಿಸಿದೆ. [700,141,928,161]
court-title: IN THE COURT OF THE HON'BEL V ADDL CIVIL JUDGE AND J.M.F.C BELAGAVI AT: BELAGAVI [710,201,918,239]
